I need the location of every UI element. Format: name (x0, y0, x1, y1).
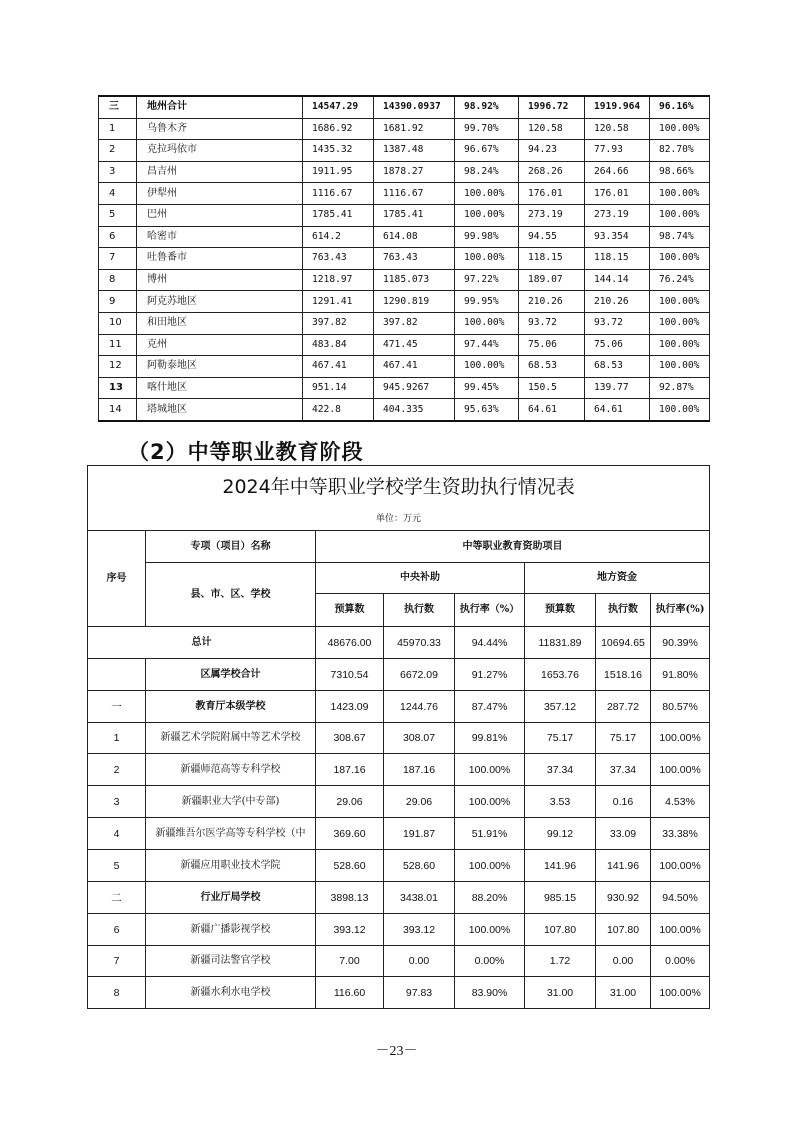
local-rate: 76.24% (650, 269, 710, 291)
row-number: 3 (88, 786, 146, 818)
central-rate: 100.00% (455, 356, 519, 378)
local-budget: 150.5 (519, 377, 585, 399)
central-budget: 116.60 (316, 977, 384, 1009)
central-executed: 45970.33 (384, 627, 455, 659)
row-number: 三 (99, 96, 137, 118)
central-budget: 48676.00 (316, 627, 384, 659)
central-rate: 100.00% (455, 850, 525, 882)
header-item: 专项（项目）名称 (146, 531, 316, 563)
local-budget: 141.96 (525, 850, 596, 882)
local-rate: 100.00% (651, 914, 710, 946)
section-heading: （2）中等职业教育阶段 (128, 440, 364, 464)
central-executed: 3438.01 (384, 882, 455, 914)
row-number: 1 (88, 723, 146, 754)
row-number: 11 (99, 334, 137, 356)
central-executed: 471.45 (374, 334, 455, 356)
local-executed: 0.00 (596, 946, 651, 977)
central-executed: 6672.09 (384, 659, 455, 691)
row-number: 6 (88, 914, 146, 946)
central-budget: 187.16 (316, 754, 384, 786)
central-rate: 96.67% (455, 140, 519, 162)
central-rate: 100.00% (455, 248, 519, 270)
central-budget: 7310.54 (316, 659, 384, 691)
local-rate: 96.16% (650, 96, 710, 118)
local-budget: 37.34 (525, 754, 596, 786)
central-budget: 14547.29 (303, 96, 374, 118)
central-rate: 99.70% (455, 118, 519, 140)
row-number: 3 (99, 161, 137, 183)
school-name: 总计 (88, 627, 316, 659)
local-rate: 100.00% (650, 312, 710, 334)
central-budget: 763.43 (303, 248, 374, 270)
row-number: 8 (88, 977, 146, 1009)
local-executed: 77.93 (585, 140, 650, 162)
row-number: 二 (88, 882, 146, 914)
central-rate: 0.00% (455, 946, 525, 977)
central-rate: 100.00% (455, 204, 519, 226)
central-executed: 1681.92 (374, 118, 455, 140)
central-rate: 87.47% (455, 691, 525, 723)
central-rate: 91.27% (455, 659, 525, 691)
central-budget: 369.60 (316, 818, 384, 850)
local-executed: 64.61 (585, 399, 650, 421)
local-budget: 93.72 (519, 312, 585, 334)
region-name: 昌吉州 (137, 161, 303, 183)
central-executed: 393.12 (384, 914, 455, 946)
table-row (99, 96, 710, 118)
school-name: 区属学校合计 (146, 659, 316, 691)
local-executed: 930.92 (596, 882, 651, 914)
central-executed: 1244.76 (384, 691, 455, 723)
central-executed: 467.41 (374, 356, 455, 378)
school-name: 新疆广播影视学校 (146, 914, 316, 946)
table-row (88, 882, 710, 914)
central-executed: 763.43 (374, 248, 455, 270)
central-rate: 100.00% (455, 754, 525, 786)
table-row (99, 204, 710, 226)
central-budget: 1785.41 (303, 204, 374, 226)
region-name: 吐鲁番市 (137, 248, 303, 270)
local-budget: 1.72 (525, 946, 596, 977)
school-name: 行业厅局学校 (146, 882, 316, 914)
local-budget: 210.26 (519, 291, 585, 313)
region-name: 博州 (137, 269, 303, 291)
table-title: 2024年中等职业学校学生资助执行情况表 (88, 466, 710, 508)
local-rate: 100.00% (651, 977, 710, 1009)
row-number: 13 (99, 377, 137, 399)
table-row (99, 226, 710, 248)
local-rate: 100.00% (651, 754, 710, 786)
local-executed: 107.80 (596, 914, 651, 946)
row-number: 10 (99, 312, 137, 334)
local-rate: 33.38% (651, 818, 710, 850)
local-rate: 4.53% (651, 786, 710, 818)
row-number: 一 (88, 691, 146, 723)
central-rate: 99.45% (455, 377, 519, 399)
region-name: 克州 (137, 334, 303, 356)
header-region: 县、市、区、学校 (146, 563, 316, 627)
local-executed: 75.17 (596, 723, 651, 754)
central-rate: 100.00% (455, 914, 525, 946)
local-executed: 287.72 (596, 691, 651, 723)
central-executed: 14390.0937 (374, 96, 455, 118)
central-budget: 308.67 (316, 723, 384, 754)
local-budget: 94.23 (519, 140, 585, 162)
central-rate: 100.00% (455, 786, 525, 818)
local-budget: 11831.89 (525, 627, 596, 659)
table-row (99, 356, 710, 378)
table-row (99, 291, 710, 313)
local-budget: 31.00 (525, 977, 596, 1009)
central-executed: 528.60 (384, 850, 455, 882)
central-rate: 97.22% (455, 269, 519, 291)
local-executed: 0.16 (596, 786, 651, 818)
central-budget: 483.84 (303, 334, 374, 356)
header-budget-local: 预算数 (525, 594, 596, 627)
local-budget: 75.06 (519, 334, 585, 356)
header-seq: 序号 (88, 531, 146, 627)
row-number: 2 (88, 754, 146, 786)
local-executed: 210.26 (585, 291, 650, 313)
region-name: 塔城地区 (137, 399, 303, 421)
table-row (88, 786, 710, 818)
local-budget: 176.01 (519, 183, 585, 205)
central-budget: 1218.97 (303, 269, 374, 291)
row-number: 12 (99, 356, 137, 378)
central-rate: 94.44% (455, 627, 525, 659)
local-executed: 141.96 (596, 850, 651, 882)
central-executed: 404.335 (374, 399, 455, 421)
local-executed: 68.53 (585, 356, 650, 378)
local-rate: 100.00% (650, 183, 710, 205)
school-name: 新疆维吾尔医学高等专科学校（中 (146, 818, 316, 850)
local-executed: 120.58 (585, 118, 650, 140)
table-row (99, 140, 710, 162)
row-number: 4 (88, 818, 146, 850)
local-executed: 139.77 (585, 377, 650, 399)
central-rate: 88.20% (455, 882, 525, 914)
central-executed: 191.87 (384, 818, 455, 850)
region-name: 伊犁州 (137, 183, 303, 205)
local-budget: 94.55 (519, 226, 585, 248)
table-row (88, 691, 710, 723)
central-budget: 951.14 (303, 377, 374, 399)
region-name: 乌鲁木齐 (137, 118, 303, 140)
local-rate: 100.00% (650, 291, 710, 313)
header-rate-local: 执行率(%) (651, 594, 710, 627)
central-executed: 0.00 (384, 946, 455, 977)
central-budget: 1435.32 (303, 140, 374, 162)
header-rate: 执行率（%） (455, 594, 525, 627)
school-name: 新疆应用职业技术学院 (146, 850, 316, 882)
local-executed: 93.72 (585, 312, 650, 334)
local-executed: 118.15 (585, 248, 650, 270)
local-executed: 93.354 (585, 226, 650, 248)
table-row (88, 627, 710, 659)
header-group: 中等职业教育资助项目 (316, 531, 710, 563)
local-rate: 90.39% (651, 627, 710, 659)
central-budget: 1686.92 (303, 118, 374, 140)
school-name: 新疆艺术学院附属中等艺术学校 (146, 723, 316, 754)
local-executed: 264.66 (585, 161, 650, 183)
central-budget: 7.00 (316, 946, 384, 977)
table-row (88, 723, 710, 754)
table-row (88, 659, 710, 691)
local-rate: 82.70% (650, 140, 710, 162)
region-name: 阿勒泰地区 (137, 356, 303, 378)
region-name: 喀什地区 (137, 377, 303, 399)
local-rate: 98.66% (650, 161, 710, 183)
central-executed: 945.9267 (374, 377, 455, 399)
table-row (99, 269, 710, 291)
local-budget: 75.17 (525, 723, 596, 754)
local-rate: 100.00% (650, 118, 710, 140)
central-executed: 1185.073 (374, 269, 455, 291)
local-rate: 100.00% (650, 248, 710, 270)
central-rate: 97.44% (455, 334, 519, 356)
region-name: 地州合计 (137, 96, 303, 118)
central-rate: 100.00% (455, 312, 519, 334)
central-executed: 614.08 (374, 226, 455, 248)
local-executed: 37.34 (596, 754, 651, 786)
local-budget: 357.12 (525, 691, 596, 723)
table-row (99, 248, 710, 270)
central-rate: 95.63% (455, 399, 519, 421)
central-executed: 1116.67 (374, 183, 455, 205)
school-name: 新疆职业大学(中专部) (146, 786, 316, 818)
table-row (99, 183, 710, 205)
local-rate: 98.74% (650, 226, 710, 248)
central-executed: 1785.41 (374, 204, 455, 226)
central-budget: 467.41 (303, 356, 374, 378)
region-name: 哈密市 (137, 226, 303, 248)
local-executed: 33.09 (596, 818, 651, 850)
central-executed: 1290.819 (374, 291, 455, 313)
header-exec-local: 执行数 (596, 594, 651, 627)
local-budget: 107.80 (525, 914, 596, 946)
local-budget: 189.07 (519, 269, 585, 291)
local-budget: 268.26 (519, 161, 585, 183)
table-row (88, 946, 710, 977)
local-budget: 99.12 (525, 818, 596, 850)
central-budget: 3898.13 (316, 882, 384, 914)
central-budget: 1291.41 (303, 291, 374, 313)
central-rate: 99.95% (455, 291, 519, 313)
table-row (88, 850, 710, 882)
header-central: 中央补助 (316, 563, 525, 594)
row-number: 2 (99, 140, 137, 162)
row-number: 5 (88, 850, 146, 882)
local-executed: 176.01 (585, 183, 650, 205)
central-rate: 83.90% (455, 977, 525, 1009)
row-number: 5 (99, 204, 137, 226)
local-executed: 31.00 (596, 977, 651, 1009)
local-rate: 100.00% (650, 399, 710, 421)
row-number: 4 (99, 183, 137, 205)
local-budget: 985.15 (525, 882, 596, 914)
local-executed: 144.14 (585, 269, 650, 291)
local-rate: 94.50% (651, 882, 710, 914)
central-rate: 99.81% (455, 723, 525, 754)
unit-label: 单位：万元 (88, 508, 710, 531)
local-executed: 1919.964 (585, 96, 650, 118)
region-name: 和田地区 (137, 312, 303, 334)
central-budget: 528.60 (316, 850, 384, 882)
row-number: 14 (99, 399, 137, 421)
central-executed: 1878.27 (374, 161, 455, 183)
local-budget: 118.15 (519, 248, 585, 270)
table-row (99, 118, 710, 140)
school-name: 新疆司法警官学校 (146, 946, 316, 977)
row-number (88, 659, 146, 691)
region-name: 阿克苏地区 (137, 291, 303, 313)
region-name: 克拉玛依市 (137, 140, 303, 162)
school-name: 新疆师范高等专科学校 (146, 754, 316, 786)
central-executed: 308.07 (384, 723, 455, 754)
local-budget: 1653.76 (525, 659, 596, 691)
local-rate: 0.00% (651, 946, 710, 977)
row-number: 8 (99, 269, 137, 291)
header-local: 地方资金 (525, 563, 710, 594)
local-rate: 92.87% (650, 377, 710, 399)
local-budget: 64.61 (519, 399, 585, 421)
secondary-vocational-aid-table (87, 465, 710, 1009)
local-budget: 68.53 (519, 356, 585, 378)
row-number: 7 (88, 946, 146, 977)
prefecture-table (98, 95, 710, 422)
table-row (88, 754, 710, 786)
central-budget: 1423.09 (316, 691, 384, 723)
local-budget: 1996.72 (519, 96, 585, 118)
central-budget: 397.82 (303, 312, 374, 334)
table-row (88, 914, 710, 946)
row-number: 6 (99, 226, 137, 248)
table-row (99, 312, 710, 334)
school-name: 教育厅本级学校 (146, 691, 316, 723)
central-rate: 98.24% (455, 161, 519, 183)
central-executed: 1387.48 (374, 140, 455, 162)
central-budget: 1116.67 (303, 183, 374, 205)
local-budget: 120.58 (519, 118, 585, 140)
central-executed: 29.06 (384, 786, 455, 818)
central-rate: 99.98% (455, 226, 519, 248)
table-row (99, 377, 710, 399)
page-number: －23－ (375, 1044, 418, 1059)
row-number: 7 (99, 248, 137, 270)
local-budget: 3.53 (525, 786, 596, 818)
central-budget: 614.2 (303, 226, 374, 248)
row-number: 1 (99, 118, 137, 140)
local-executed: 1518.16 (596, 659, 651, 691)
local-rate: 80.57% (651, 691, 710, 723)
local-executed: 10694.65 (596, 627, 651, 659)
region-name: 巴州 (137, 204, 303, 226)
local-executed: 273.19 (585, 204, 650, 226)
local-rate: 100.00% (651, 723, 710, 754)
local-rate: 100.00% (650, 334, 710, 356)
central-executed: 97.83 (384, 977, 455, 1009)
local-rate: 100.00% (650, 356, 710, 378)
header-exec: 执行数 (384, 594, 455, 627)
row-number: 9 (99, 291, 137, 313)
header-budget: 预算数 (316, 594, 384, 627)
school-name: 新疆水利水电学校 (146, 977, 316, 1009)
central-rate: 100.00% (455, 183, 519, 205)
local-budget: 273.19 (519, 204, 585, 226)
table-row (88, 818, 710, 850)
central-budget: 29.06 (316, 786, 384, 818)
local-rate: 100.00% (650, 204, 710, 226)
central-executed: 187.16 (384, 754, 455, 786)
central-rate: 51.91% (455, 818, 525, 850)
table-row (99, 399, 710, 421)
table-row (99, 161, 710, 183)
table-row (88, 977, 710, 1009)
central-rate: 98.92% (455, 96, 519, 118)
table-row (99, 334, 710, 356)
local-rate: 91.80% (651, 659, 710, 691)
local-executed: 75.06 (585, 334, 650, 356)
central-executed: 397.82 (374, 312, 455, 334)
central-budget: 422.8 (303, 399, 374, 421)
central-budget: 1911.95 (303, 161, 374, 183)
local-rate: 100.00% (651, 850, 710, 882)
central-budget: 393.12 (316, 914, 384, 946)
